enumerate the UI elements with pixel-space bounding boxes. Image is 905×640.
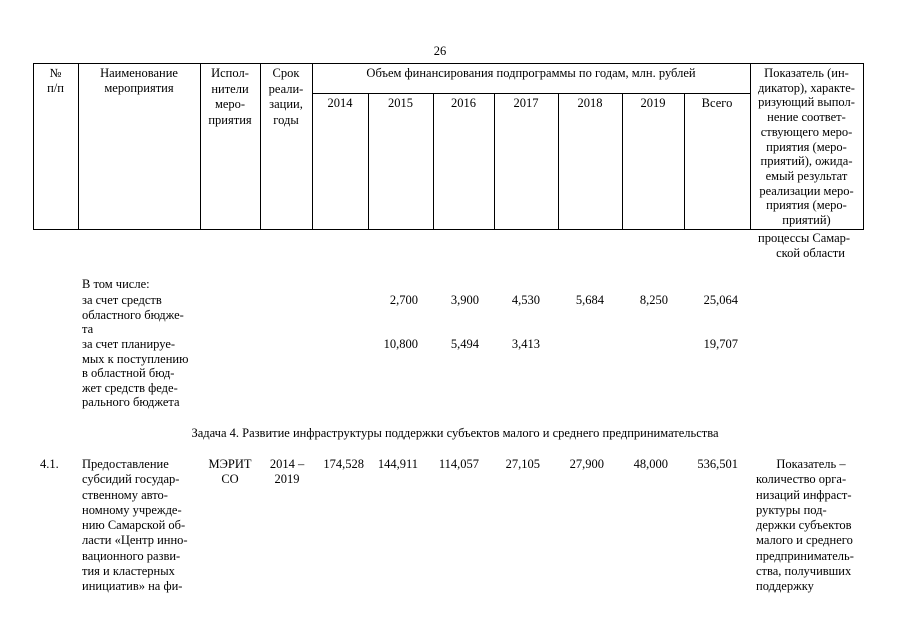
regional-2016: 3,900	[450, 293, 479, 307]
federal-label: за счет планируе- мых к поступлению в областной бюд- жет средств феде- рального бюджета	[82, 337, 189, 409]
regional-2017: 4,530	[511, 293, 540, 307]
header-year-2014: 2014	[327, 96, 353, 110]
row-4-1-2019: 48,000	[633, 457, 668, 471]
row-4-1-indicator: Показатель – количество орга- низаций инфраст- руктуры под- держки субъектов малого и среднего предприниматель- ства, получивших поддержку	[756, 457, 854, 594]
row-4-1-2015: 144,911	[377, 457, 418, 471]
row-4-1-term: 2014 – 2019	[269, 457, 305, 486]
row-4-1-total: 536,501	[697, 457, 738, 471]
header-year-2019: 2019	[640, 96, 666, 110]
header-indicator: Показатель (ин- дикатор), характе- ризующий выпол- нение соответ- ствующего меро- приятия (меро- приятий), ожида- емый результат реализации меро- приятия (меро- приятий)	[758, 66, 855, 228]
task-4-title: Задача 4. Развитие инфраструктуры поддержки субъектов малого и среднего предпринимательства	[191, 426, 719, 440]
header-funding-title: Объем финансирования подпрограммы по годам, млн. рублей	[366, 66, 696, 80]
regional-2015: 2,700	[389, 293, 418, 307]
row-4-1-2014: 174,528	[323, 457, 364, 471]
federal-2017: 3,413	[511, 337, 540, 351]
federal-2016: 5,494	[450, 337, 479, 351]
header-executors: Испол- нители меро- приятия	[208, 66, 252, 127]
federal-2015: 10,800	[383, 337, 418, 351]
row-4-1-num: 4.1.	[40, 457, 59, 471]
header-term: Срок реали- зации, годы	[268, 66, 304, 127]
row-4-1-2018: 27,900	[569, 457, 604, 471]
header-year-2015: 2015	[388, 96, 413, 110]
row-4-1-executor: МЭРИТ СО	[208, 457, 252, 486]
federal-total: 19,707	[703, 337, 738, 351]
regional-2018: 5,684	[575, 293, 604, 307]
regional-2019: 8,250	[639, 293, 668, 307]
regional-label: за счет средств областного бюдже- та	[82, 293, 184, 336]
row-4-1-2016: 114,057	[438, 457, 479, 471]
header-year-2018: 2018	[577, 96, 603, 110]
header-name: Наименование мероприятия	[100, 66, 178, 95]
including-label: В том числе:	[82, 277, 150, 291]
header-year-2017: 2017	[513, 96, 539, 110]
header-year-2016: 2016	[451, 96, 476, 110]
row-4-1-2017: 27,105	[505, 457, 540, 471]
header-num: № п/п	[47, 66, 64, 95]
carry-over-indicator: процессы Самар- ской области	[758, 231, 851, 260]
row-4-1-name: Предоставление субсидий государ- ственному авто- номному учрежде- нию Самарской об- ласти «Центр инно- вационного разви- тия и кластерных инициатив» на фи-	[82, 457, 188, 594]
header-year-total: Всего	[701, 96, 733, 110]
regional-total: 25,064	[703, 293, 738, 307]
page-number: 26	[433, 44, 447, 58]
